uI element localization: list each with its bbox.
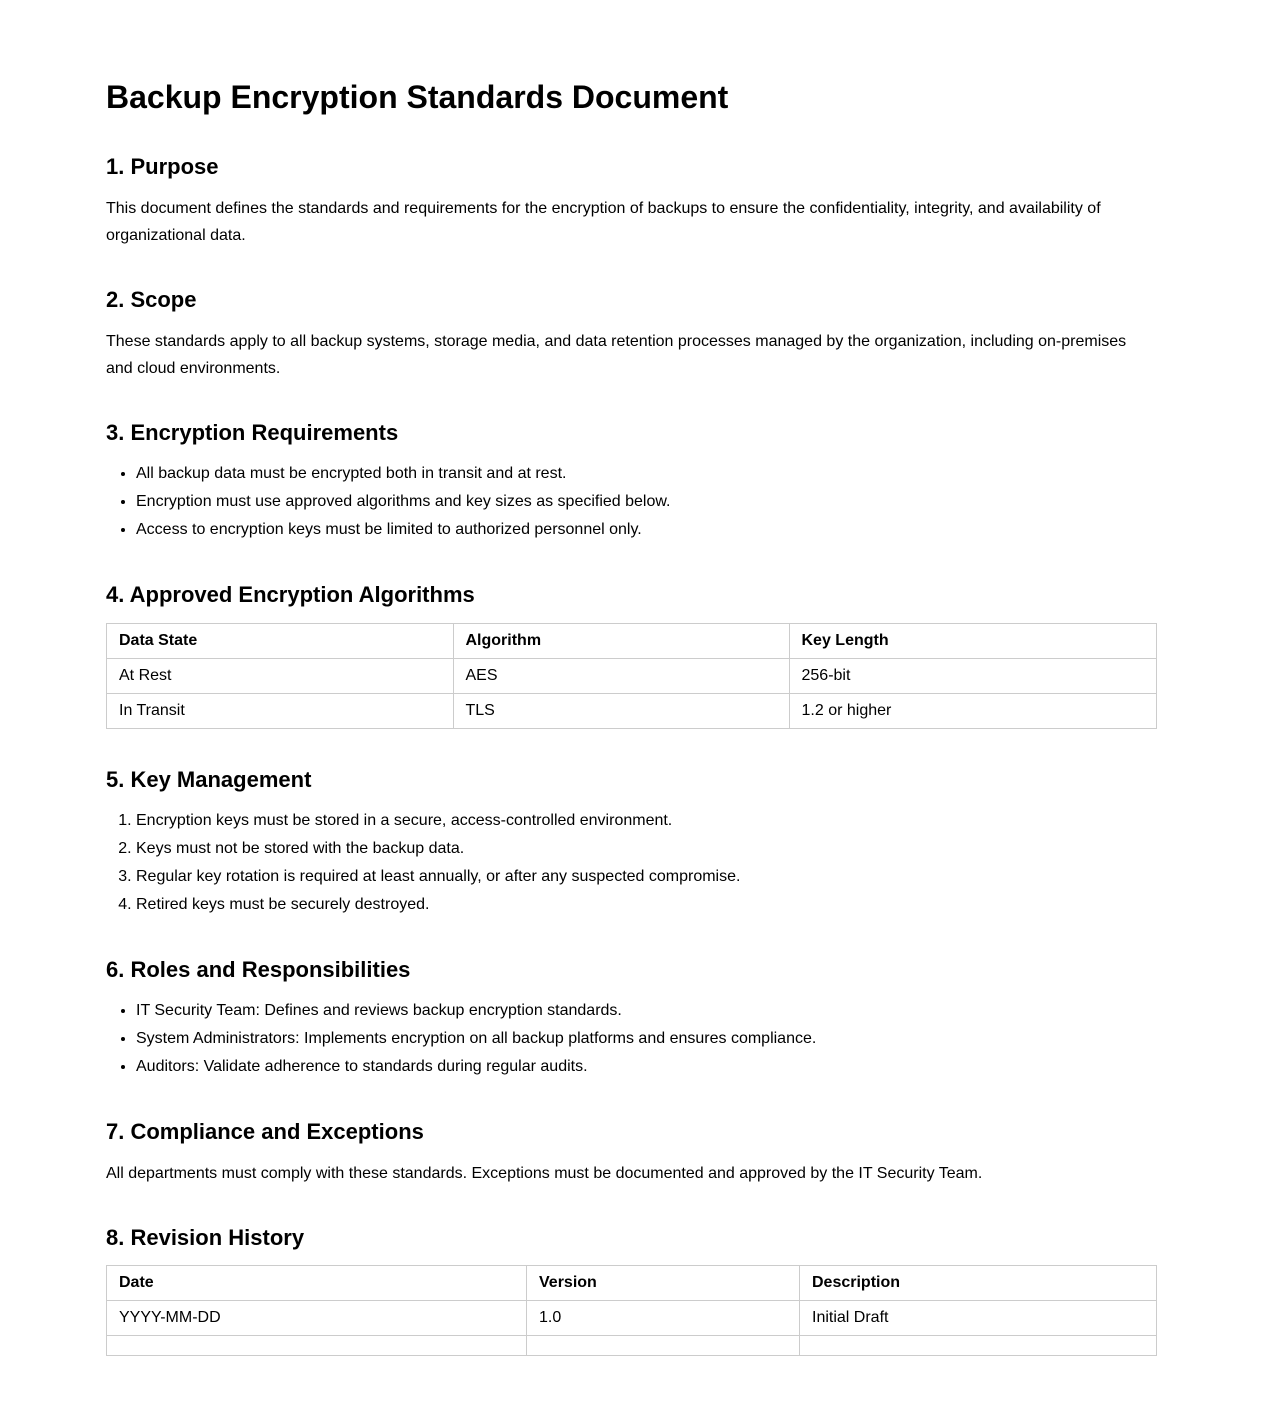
section-heading-approved-algorithms: 4. Approved Encryption Algorithms xyxy=(106,582,475,608)
table-cell: AES xyxy=(453,658,789,693)
approved-algorithms-table xyxy=(106,623,1157,729)
list-item: 1. Encryption keys must be stored in a secure, access-controlled environment. xyxy=(136,807,1157,835)
list-item: • All backup data must be encrypted both in transit and at rest. xyxy=(136,460,1157,488)
list-item: • Auditors: Validate adherence to standards during regular audits. xyxy=(136,1053,1157,1081)
list-item: • System Administrators: Implements encryption on all backup platforms and ensures compliance. xyxy=(136,1025,1157,1053)
table-cell xyxy=(107,1336,527,1356)
table-header-row xyxy=(107,1266,1157,1301)
table-cell xyxy=(527,1336,800,1356)
column-header: Description xyxy=(800,1266,1157,1301)
document-title: Backup Encryption Standards Document xyxy=(106,79,729,115)
column-header: Algorithm xyxy=(453,623,789,658)
list-item: 4. Retired keys must be securely destroyed. xyxy=(136,891,1157,919)
encryption-requirements-list xyxy=(106,460,1157,544)
table-cell: At Rest xyxy=(107,658,454,693)
column-header: Data State xyxy=(107,623,454,658)
table-row-empty xyxy=(107,1336,1157,1356)
table-cell: 256-bit xyxy=(789,658,1157,693)
scope-paragraph: These standards apply to all backup systems, storage media, and data retention processes managed by the organization, including on-premises and cloud environments. xyxy=(106,332,1127,377)
table-cell: 1.0 xyxy=(527,1301,800,1336)
section-heading-purpose: 1. Purpose xyxy=(106,154,219,180)
key-management-list xyxy=(106,807,1157,919)
table-row xyxy=(107,1301,1157,1336)
table-cell: TLS xyxy=(453,693,789,728)
table-row xyxy=(107,693,1157,728)
table-header-row xyxy=(107,623,1157,658)
list-item: • Encryption must use approved algorithms and key sizes as specified below. xyxy=(136,488,1157,516)
roles-responsibilities-list xyxy=(106,997,1157,1081)
purpose-paragraph: This document defines the standards and requirements for the encryption of backups to ensure the confidentiality, integrity, and availability of organizational data. xyxy=(106,199,1101,244)
section-heading-scope: 2. Scope xyxy=(106,287,197,313)
revision-history-table xyxy=(106,1265,1157,1356)
table-cell: Initial Draft xyxy=(800,1301,1157,1336)
table-cell xyxy=(800,1336,1157,1356)
list-item: • IT Security Team: Defines and reviews backup encryption standards. xyxy=(136,997,1157,1025)
list-item: 2. Keys must not be stored with the backup data. xyxy=(136,835,1157,863)
column-header: Key Length xyxy=(789,623,1157,658)
table-cell: 1.2 or higher xyxy=(789,693,1157,728)
table-cell: YYYY-MM-DD xyxy=(107,1301,527,1336)
table-row xyxy=(107,658,1157,693)
section-heading-roles-responsibilities: 6. Roles and Responsibilities xyxy=(106,957,411,983)
table-cell: In Transit xyxy=(107,693,454,728)
section-heading-revision-history: 8. Revision History xyxy=(106,1225,305,1251)
column-header: Version xyxy=(527,1266,800,1301)
section-heading-key-management: 5. Key Management xyxy=(106,766,312,792)
section-heading-encryption-requirements: 3. Encryption Requirements xyxy=(106,419,399,445)
section-heading-compliance-exceptions: 7. Compliance and Exceptions xyxy=(106,1119,424,1145)
compliance-paragraph: All departments must comply with these standards. Exceptions must be documented and approved by the IT Security Team. xyxy=(106,1164,983,1182)
list-item: • Access to encryption keys must be limited to authorized personnel only. xyxy=(136,516,1157,544)
list-item: 3. Regular key rotation is required at least annually, or after any suspected compromise. xyxy=(136,863,1157,891)
column-header: Date xyxy=(107,1266,527,1301)
